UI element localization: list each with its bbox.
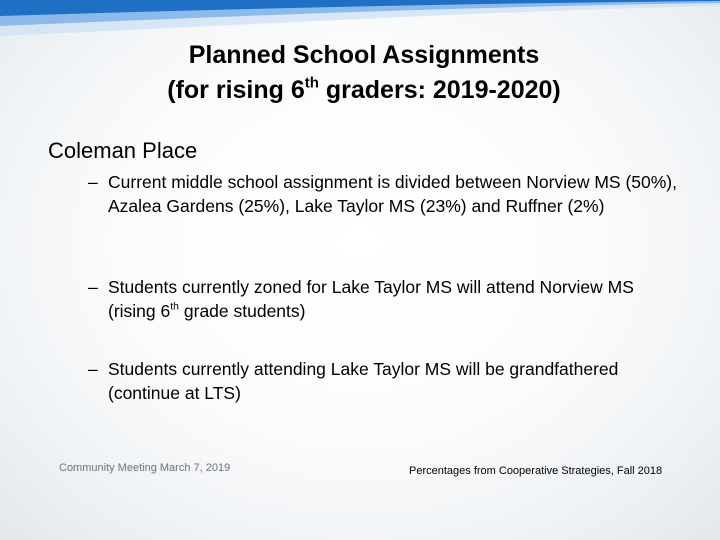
- bullet-text-pre: Students currently zoned for Lake Taylor MS will attend Norview MS (rising 6: [108, 277, 634, 321]
- title-line-1: Planned School Assignments: [188, 41, 540, 69]
- title-line-2-post: graders: 2019-2020): [318, 76, 561, 104]
- bullet-superscript: th: [170, 300, 180, 313]
- bullet-dash: –: [88, 359, 98, 379]
- title-superscript: th: [304, 74, 319, 92]
- bullet-text-post: grade students): [179, 301, 306, 321]
- bullet-item: [88, 275, 678, 323]
- footer-source-note: Percentages from Cooperative Strategies, Fall 2018: [409, 465, 663, 477]
- bullet-item: [88, 357, 678, 405]
- bullet-dash: –: [88, 172, 98, 192]
- title-line-2: [0, 73, 720, 108]
- bullet-text: Current middle school assignment is divided between Norview MS (50%), Azalea Gardens (25%), Lake Taylor MS (23%) and Ruffner (2%): [108, 172, 677, 216]
- section-heading: Coleman Place: [48, 138, 198, 163]
- bullet-item: [88, 170, 678, 218]
- swoosh-band-blue: [0, 0, 720, 16]
- bullet-text: [108, 277, 634, 321]
- bullet-dash: –: [88, 277, 98, 297]
- swoosh-band-light: [0, 0, 720, 36]
- footer-meeting-date: Community Meeting March 7, 2019: [59, 462, 231, 474]
- swoosh-band-mid: [0, 0, 720, 26]
- slide-title: [0, 38, 720, 108]
- bullet-text: Students currently attending Lake Taylor MS will be grandfathered (continue at LTS): [108, 359, 619, 403]
- title-line-2-pre: (for rising 6: [167, 76, 305, 104]
